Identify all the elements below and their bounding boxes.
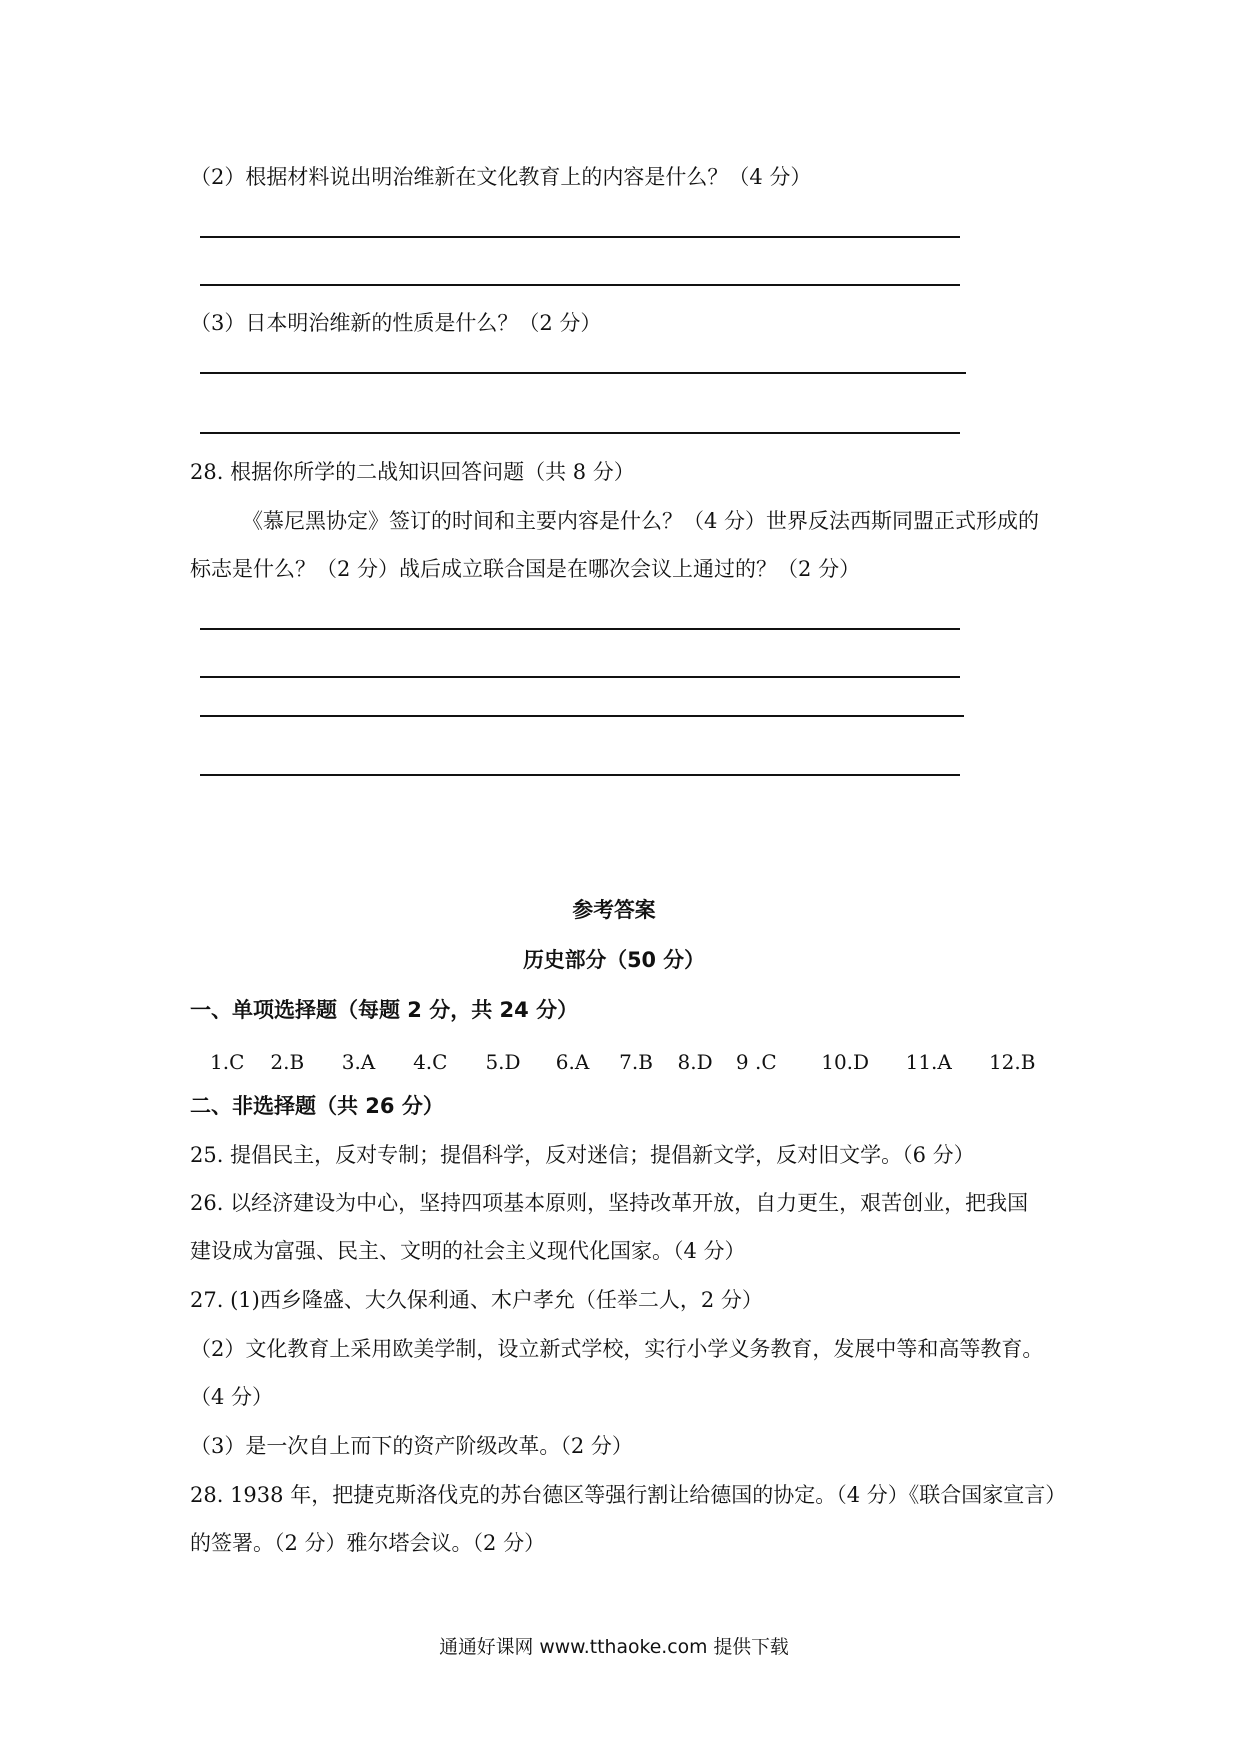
section-heading: 二、非选择题（共 26 分） [190,1094,444,1118]
answer-line[interactable] [200,236,960,238]
section-heading: 一、单项选择题（每题 2 分，共 24 分） [190,998,579,1022]
mc-answer: 6.A [555,1050,590,1074]
answer-27-2: （2）文化教育上采用欧美学制，设立新式学校，实行小学义务教育，发展中等和高等教育。 [190,1337,1044,1361]
question-27-3: （3）日本明治维新的性质是什么？（2 分） [190,311,602,335]
answer-26: 建设成为富强、民主、文明的社会主义现代化国家。（4 分） [190,1239,746,1263]
question-28-text: 《慕尼黑协定》签订的时间和主要内容是什么？（4 分）世界反法西斯同盟正式形成的 [242,509,1040,533]
answer-key-title: 参考答案 [572,898,656,922]
mc-answer: 4.C [413,1050,448,1074]
answer-key-subtitle: 历史部分（50 分） [523,948,705,972]
multiple-choice-answers [210,1050,1039,1074]
mc-answer: 1.C [210,1050,245,1074]
mc-answer: 2.B [270,1050,305,1074]
answer-line[interactable] [200,628,960,630]
mc-answer: 9 .C [735,1050,777,1074]
answer-25: 25. 提倡民主，反对专制；提倡科学，反对迷信；提倡新文学，反对旧文学。（6 分） [190,1143,975,1167]
answer-26: 26. 以经济建设为中心，坚持四项基本原则，坚持改革开放，自力更生，艰苦创业，把我国 [190,1191,1029,1215]
question-28-title: 28. 根据你所学的二战知识回答问题（共 8 分） [190,460,635,484]
answer-line[interactable] [200,715,964,717]
answer-27-3: （3）是一次自上而下的资产阶级改革。（2 分） [190,1434,633,1458]
question-27-2: （2）根据材料说出明治维新在文化教育上的内容是什么？（4 分） [190,165,812,189]
answer-line[interactable] [200,372,966,374]
mc-answer: 5.D [485,1050,521,1074]
answer-line[interactable] [200,284,960,286]
mc-answer: 7.B [619,1050,653,1074]
answer-27-1: 27. (1)西乡隆盛、大久保利通、木户孝允（任举二人，2 分） [190,1288,763,1312]
mc-answer: 8.D [677,1050,713,1074]
answer-28: 28. 1938 年，把捷克斯洛伐克的苏台德区等强行割让给德国的协定。（4 分）《联合国家宣言） [190,1483,1067,1507]
mc-answer: 3.A [341,1050,376,1074]
answer-27-2: （4 分） [190,1385,274,1409]
mc-answer: 10.D [821,1050,870,1074]
footer-source: 通通好课网 www.tthaoke.com 提供下载 [439,1636,789,1658]
question-28-text: 标志是什么？（2 分）战后成立联合国是在哪次会议上通过的？（2 分） [190,557,861,581]
answer-line[interactable] [200,432,960,434]
answer-line[interactable] [200,676,960,678]
answer-line[interactable] [200,774,960,776]
mc-answer: 12.B [988,1050,1036,1074]
answer-28: 的签署。（2 分）雅尔塔会议。（2 分） [190,1531,546,1555]
mc-answer: 11.A [905,1050,952,1074]
